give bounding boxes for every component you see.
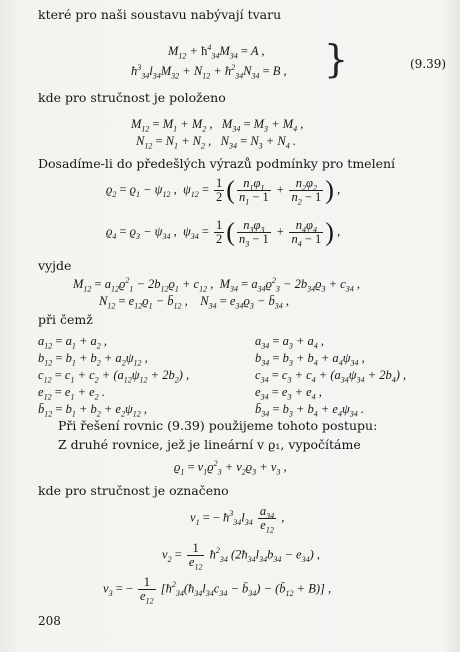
v2-equation: $v_2$ = $\frac{1}{e_{12}}$ $ħ^2_{34}$ $(2ħ_{34}l_{34}b_{34} - e_{34})$ , (162, 541, 320, 572)
equation-9-39-line-1: $M_{12}$ + $ħ^4_{34}M_{34} = A$ , (168, 42, 265, 61)
cementing-condition-1: $ϱ_2 = ϱ_1 - \psi_{12}$ , $\psi_{12}$ = $\frac{1}{2}$ ( $\frac{n_1\varphi_1}{n_1 - 1}$ + $\frac{n_2\varphi_2}{n_2 - 1}$ ) , (106, 175, 341, 207)
solving-text: Při řešení rovnic (9.39) použijeme tohoto postupu: (58, 418, 378, 433)
coef-a12: $a_{12} = a_1 + a_2$ , (38, 334, 107, 351)
coef-b12: $b_{12} = b_1 + b_2 + a_2\psi_{12}$ , (38, 351, 148, 368)
denoted-text: kde pro stručnost je označeno (38, 483, 229, 498)
second-eq-text: Z druhé rovnice, jež je lineární v ϱ₁, vypočítáme (58, 437, 361, 452)
rho-equation: $ϱ_1 = v_1ϱ^2_3 + v_2ϱ_3 + v_3$ , (174, 458, 287, 477)
v3-equation: $v_3$ = − $\frac{1}{e_{12}}$ [$ħ^2_{34}(ħ_{34}l_{34}c_{34}$ − $b̄_{34}$) − $(b̄_{12} + B)$] , (103, 575, 332, 606)
substitute-text: Dosadíme-li do předešlých výrazů podmínky pro tmelení (38, 156, 396, 171)
coef-b34: $b_{34} = b_3 + b_4 + a_4\psi_{34}$ , (255, 351, 365, 368)
equation-9-39-line-2: $ħ^3_{34}l_{34}M_{32} + N_{12}$ + $ħ^2_{34}N_{34} = B$ , (131, 62, 287, 81)
equation-number: (9.39) (410, 57, 447, 71)
coef-c12: $c_{12} = c_1 + c_2 + (a_{12}\psi_{12} + 2b_2)$ , (38, 368, 190, 385)
coef-b34-bar: $b̄_{34} = b_3 + b_4 + e_4\psi_{34}$ . (255, 402, 364, 419)
result-m: $M_{12} = a_{12}ϱ^2_1 - 2b_{12}ϱ_1 + c_{12}$ , $M_{34} = a_{34}ϱ^2_3 - 2b_{34}ϱ_3 + c_{34}$ , (73, 275, 360, 294)
intro-text: které pro naši soustavu nabývají tvaru (38, 7, 282, 22)
coef-e34: $e_{34} = e_3 + e_4$ , (255, 385, 322, 402)
page-number: 208 (38, 614, 61, 628)
yields-text: vyjde (38, 258, 72, 273)
result-n: $N_{12} = e_{12}ϱ_1$ − $b̄_{12}$ , $N_{34} = e_{34}ϱ_3$ − $b̄_{34}$ , (99, 294, 289, 311)
v1-equation: $v_1$ = − $ħ^3_{34}l_{34}$ $\frac{a_{34}}{e_{12}}$ , (190, 504, 285, 535)
coef-a34: $a_{34} = a_3 + a_4$ , (255, 334, 324, 351)
where-text: při čemž (38, 312, 93, 327)
stated-text: kde pro stručnost je položeno (38, 90, 226, 105)
equation-brace: } (324, 37, 349, 81)
cementing-condition-2: $ϱ_4 = ϱ_3 - \psi_{34}$ , $\psi_{34}$ = $\frac{1}{2}$ ( $\frac{n_3\varphi_3}{n_3 - 1}$ + $\frac{n_4\varphi_4}{n_4 - 1}$ ) , (106, 217, 341, 249)
coef-c34: $c_{34} = c_3 + c_4 + (a_{34}\psi_{34} + 2b_4)$ , (255, 368, 407, 385)
coef-e12: $e_{12} = e_1 + e_2$ . (38, 385, 105, 402)
coef-b12-bar: $b̄_{12} = b_1 + b_2 + e_2\psi_{12}$ , (38, 402, 147, 419)
definition-n: $N_{12} = N_1 + N_2$ , $N_{34} = N_3 + N_4$ . (136, 134, 296, 151)
definition-m: $M_{12} = M_1 + M_2$ , $M_{34} = M_3 + M_4$ , (131, 117, 304, 134)
